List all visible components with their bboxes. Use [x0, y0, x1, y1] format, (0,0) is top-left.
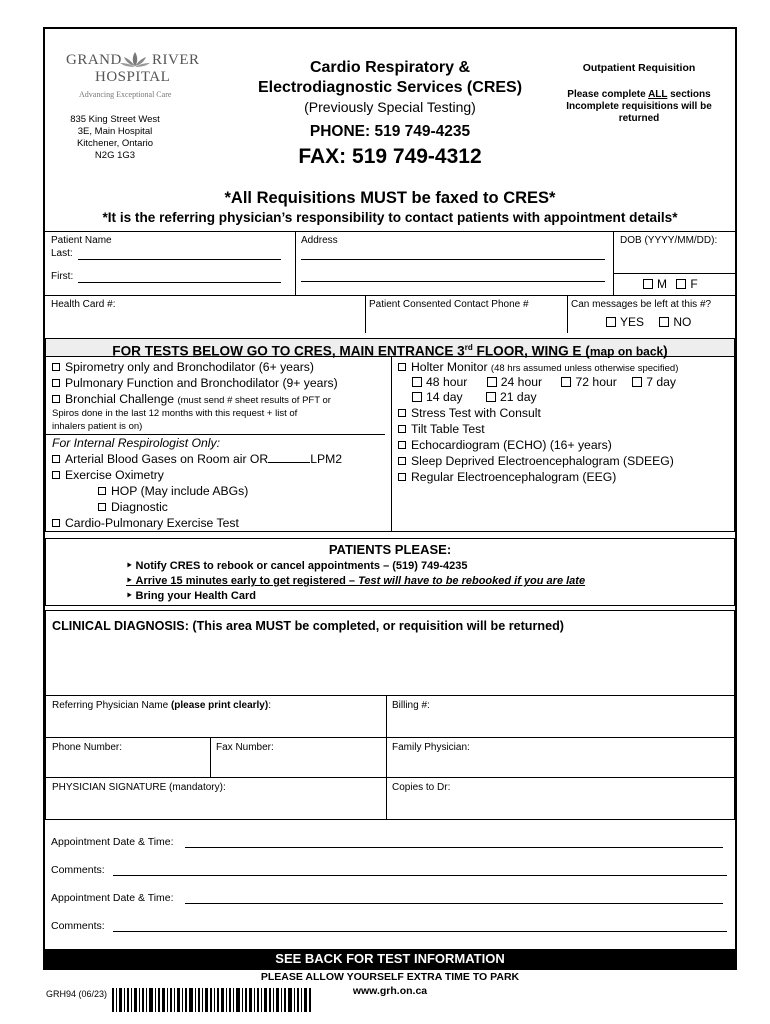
heading-map: map on back [589, 344, 664, 359]
sdeeg-label: Sleep Deprived Electroencephalogram (SDEEG) [411, 454, 674, 468]
divider [46, 737, 734, 738]
address-field-line-2[interactable] [301, 281, 605, 282]
item-text-italic: Test will have to be rebooked if you are late [358, 575, 586, 587]
holter-14day-checkbox[interactable] [412, 392, 422, 402]
holter-7day-label: 7 day [646, 375, 677, 389]
fax-requirement-banner: *All Requisitions MUST be faxed to CRES* [224, 189, 556, 207]
logo-text-hospital: HOSPITAL [95, 69, 171, 85]
respiratory-tests [52, 360, 390, 530]
title-line-3: (Previously Special Testing) [304, 99, 476, 115]
pft-label: Pulmonary Function and Bronchodilator (9+ years) [65, 376, 338, 390]
last-name-field[interactable] [78, 259, 281, 260]
stress-test-label: Stress Test with Consult [411, 406, 541, 420]
abg-lpm-label: LPM2 [310, 452, 343, 466]
dob-label: DOB (YYYY/MM/DD): [620, 235, 718, 246]
patients-please-item-2: ‣ Arrive 15 minutes early to get registered – Test will have to be rebooked if you are late [126, 575, 586, 587]
physician-responsibility-banner: *It is the referring physician’s responsibility to contact patients with appointment details* [102, 210, 678, 225]
spirometry-checkbox[interactable] [52, 363, 60, 371]
clinical-diagnosis-field[interactable] [46, 637, 734, 695]
appointment-label: Appointment Date & Time: [51, 892, 174, 904]
diagnostic-checkbox[interactable] [98, 503, 106, 511]
label-text: Referring Physician Name [52, 700, 171, 711]
last-name-label: Last: [51, 248, 73, 259]
item-text: Bring your Health Card [135, 590, 256, 602]
heading-text: FOR TESTS BELOW GO TO CRES, MAIN ENTRANCE 3 [112, 343, 465, 359]
eeg-label: Regular Electroencephalogram (EEG) [411, 470, 617, 484]
physician-signature-label: PHYSICIAN SIGNATURE (mandatory): [52, 782, 226, 793]
holter-72-label: 72 hour [575, 375, 617, 389]
holter-72-checkbox[interactable] [561, 377, 571, 387]
parking-note: PLEASE ALLOW YOURSELF EXTRA TIME TO PARK [260, 971, 520, 983]
abg-label: Arterial Blood Gases on Room air OR [65, 452, 269, 466]
hospital-address [63, 114, 167, 162]
holter-14day-label: 14 day [426, 390, 463, 404]
holter-label: Holter Monitor [411, 360, 491, 374]
divider [45, 231, 735, 232]
divider [386, 695, 387, 819]
divider [46, 695, 734, 696]
divider [46, 777, 734, 778]
pft-checkbox[interactable] [52, 379, 60, 387]
divider [567, 295, 568, 333]
comments-label: Comments: [51, 920, 105, 932]
patient-name-label: Patient Name [51, 235, 112, 246]
physician-phone-label: Phone Number: [52, 742, 123, 753]
barcode-icon [112, 988, 312, 1012]
logo-text-river: RIVER [152, 52, 200, 68]
messages-options [606, 315, 691, 329]
address-line: Kitchener, Ontario [76, 138, 154, 149]
first-name-label: First: [51, 271, 74, 282]
completion-note-2: Incomplete requisitions will be [566, 101, 712, 112]
appointments-section [45, 820, 735, 948]
bronchial-label: Bronchial Challenge [65, 392, 178, 406]
hop-checkbox[interactable] [98, 487, 106, 495]
holter-7day-checkbox[interactable] [632, 377, 642, 387]
bronchial-note-3: inhalers patient is on) [52, 421, 143, 432]
department-title [230, 58, 550, 170]
note-text: sections [667, 89, 711, 100]
completion-note-3: returned [618, 113, 660, 124]
divider [46, 434, 385, 435]
oximetry-label: Exercise Oximetry [65, 468, 164, 482]
billing-label: Billing #: [392, 700, 430, 711]
cpet-label: Cardio-Pulmonary Exercise Test [65, 516, 239, 530]
comments-1-field[interactable] [113, 875, 727, 876]
stress-test-checkbox[interactable] [398, 409, 406, 417]
see-back-banner: SEE BACK FOR TEST INFORMATION [45, 949, 735, 968]
bronchial-note-2: Spiros done in the last 12 months with this request + list of [52, 408, 298, 419]
outpatient-requisition-note [548, 62, 730, 125]
hop-label: HOP (May include ABGs) [111, 484, 249, 498]
divider [391, 357, 392, 531]
logo-tagline: Advancing Exceptional Care [79, 90, 172, 99]
cpet-checkbox[interactable] [52, 519, 60, 527]
tests-section [45, 338, 735, 532]
patients-please-item-3: ‣ Bring your Health Card [126, 590, 256, 602]
yes-label: YES [620, 315, 645, 329]
sdeeg-checkbox[interactable] [398, 457, 406, 465]
label-bold: (please print clearly) [170, 700, 269, 711]
yes-checkbox[interactable] [606, 317, 616, 327]
contact-phone-label: Patient Consented Contact Phone # [369, 299, 529, 310]
title-line-2: Electrodiagnostic Services (CRES) [257, 79, 523, 96]
hospital-logo [66, 52, 206, 102]
physician-fax-label: Fax Number: [216, 742, 274, 753]
patients-please-heading: PATIENTS PLEASE: [328, 542, 452, 557]
messages-question-label: Can messages be left at this #? [571, 299, 712, 310]
holter-21day-label: 21 day [499, 390, 537, 404]
form-type-title: Outpatient Requisition [582, 62, 696, 74]
address-line: N2G 1G3 [94, 150, 136, 161]
holter-checkbox[interactable] [398, 363, 406, 371]
appointment-2-field[interactable] [185, 903, 723, 904]
referring-physician-label [52, 700, 271, 711]
bronchial-note: (must send # sheet results of PFT or [177, 395, 331, 406]
completion-note [548, 89, 730, 101]
eeg-checkbox[interactable] [398, 473, 406, 481]
note-all: ALL [648, 89, 668, 100]
appointment-1-row [51, 836, 731, 848]
patient-info-section [45, 231, 735, 334]
lotus-flower-icon [120, 51, 150, 69]
divider [365, 295, 366, 333]
sex-options [643, 277, 698, 291]
female-checkbox[interactable] [676, 279, 686, 289]
divider [45, 295, 735, 296]
divider [613, 231, 614, 295]
label-text: : [268, 700, 271, 711]
patients-please-section [45, 538, 735, 606]
department-phone: PHONE: 519 749-4235 [309, 123, 471, 140]
address-line: 835 King Street West [70, 114, 160, 125]
diagnostic-label: Diagnostic [111, 500, 168, 514]
oximetry-checkbox[interactable] [52, 471, 60, 479]
spirometry-label: Spirometry only and Bronchodilator (6+ years) [65, 360, 314, 374]
no-checkbox[interactable] [659, 317, 669, 327]
echo-label: Echocardiogram (ECHO) (16+ years) [411, 438, 612, 452]
appointment-1-field[interactable] [185, 847, 723, 848]
male-label: M [657, 277, 667, 291]
female-label: F [690, 277, 698, 291]
form-code: GRH94 (06/23) [46, 989, 108, 999]
abg-checkbox[interactable] [52, 455, 60, 463]
holter-48-label: 48 hour [426, 375, 468, 389]
heading-sup: rd [464, 343, 473, 352]
divider [295, 231, 296, 295]
holter-note: (48 hrs assumed unless otherwise specified) [490, 363, 679, 374]
echo-checkbox[interactable] [398, 441, 406, 449]
clinical-section [45, 610, 735, 820]
website: www.grh.on.ca [352, 985, 428, 997]
comments-2-field[interactable] [113, 931, 727, 932]
tilt-table-checkbox[interactable] [398, 425, 406, 433]
comments-label: Comments: [51, 864, 105, 876]
department-fax: FAX: 519 749-4312 [298, 145, 482, 168]
holter-24-checkbox[interactable] [487, 377, 497, 387]
note-text: Please complete [567, 89, 649, 100]
heading-text: FLOOR, WING E ( [472, 343, 590, 359]
internal-respirologist-label: For Internal Respirologist Only: [52, 436, 220, 450]
health-card-label: Health Card #: [51, 299, 116, 310]
holter-24-label: 24 hour [500, 375, 543, 389]
address-field-line-1[interactable] [301, 259, 605, 260]
holter-21day-checkbox[interactable] [486, 392, 496, 402]
address-line: 3E, Main Hospital [77, 126, 153, 137]
clinical-diagnosis-label: CLINICAL DIAGNOSIS: (This area MUST be completed, or requisition will be returned) [52, 619, 564, 633]
appointment-label: Appointment Date & Time: [51, 836, 174, 848]
comments-1-row [51, 864, 731, 876]
patients-please-item-1: ‣ Notify CRES to rebook or cancel appointments – (519) 749-4235 [126, 560, 468, 572]
holter-48-checkbox[interactable] [412, 377, 422, 387]
family-physician-label: Family Physician: [392, 742, 470, 753]
abg-lpm-field[interactable] [268, 452, 310, 463]
comments-2-row [51, 920, 731, 932]
appointment-2-row [51, 892, 731, 904]
tilt-table-label: Tilt Table Test [411, 422, 485, 436]
bronchial-checkbox[interactable] [52, 395, 60, 403]
item-text: Notify CRES to rebook or cancel appointments – (519) 749-4235 [135, 560, 468, 572]
male-checkbox[interactable] [643, 279, 653, 289]
heading-text: ) [663, 343, 668, 359]
copies-to-label: Copies to Dr: [392, 782, 451, 793]
first-name-field[interactable] [78, 282, 281, 283]
item-text: Arrive 15 minutes early to get registered – [135, 575, 359, 587]
tests-heading [46, 339, 734, 357]
title-line-1: Cardio Respiratory & [309, 59, 471, 76]
no-label: NO [673, 315, 692, 329]
divider [613, 273, 735, 274]
address-label: Address [301, 235, 338, 246]
logo-text-grand: GRAND [66, 52, 122, 68]
cardio-eeg-tests [398, 360, 732, 530]
divider [210, 737, 211, 777]
